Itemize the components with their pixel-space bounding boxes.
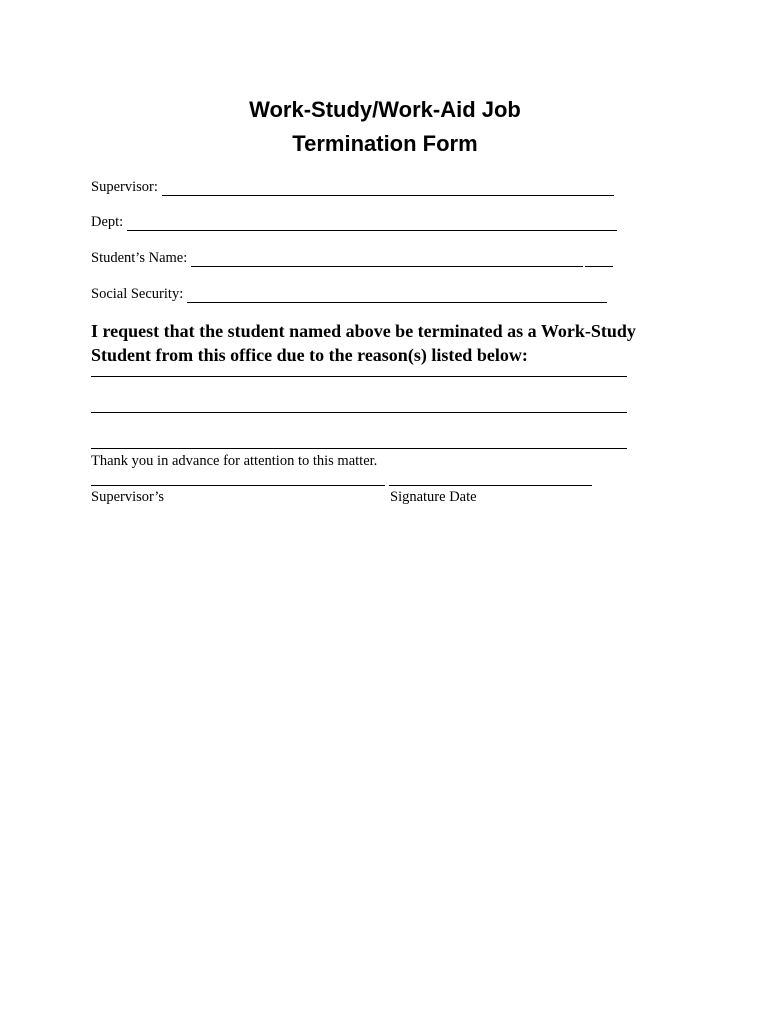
social-security-label: Social Security: (91, 286, 184, 302)
termination-request-statement: I request that the student named above be terminated as a Work-Study Student from this office due to the reason(s) listed below: (91, 321, 636, 365)
student-name-label: Student’s Name: (91, 250, 188, 266)
dept-label: Dept: (91, 214, 124, 230)
reason-line-1[interactable] (91, 376, 627, 377)
form-title-line-1: Work-Study/Work-Aid Job (249, 97, 521, 122)
social-security-field[interactable] (91, 283, 607, 303)
supervisor-signature-line[interactable] (91, 485, 385, 486)
signature-date-line[interactable] (389, 485, 592, 486)
thank-you-note: Thank you in advance for attention to this matter. (91, 453, 378, 469)
dept-field[interactable] (91, 211, 617, 231)
supervisor-label: Supervisor: (91, 179, 158, 195)
supervisor-signature-label: Supervisor’s (91, 489, 165, 505)
reason-line-2[interactable] (91, 412, 627, 413)
social-security-blank[interactable] (187, 288, 607, 303)
signature-date-label: Signature Date (390, 489, 477, 505)
student-name-blank-extra[interactable] (585, 252, 613, 267)
form-title-line-2: Termination Form (292, 131, 478, 156)
student-name-field[interactable] (91, 247, 613, 267)
supervisor-blank[interactable] (162, 181, 614, 196)
supervisor-field[interactable] (91, 176, 614, 196)
reason-line-3[interactable] (91, 448, 627, 449)
dept-blank[interactable] (127, 216, 617, 231)
student-name-blank[interactable] (191, 252, 583, 267)
